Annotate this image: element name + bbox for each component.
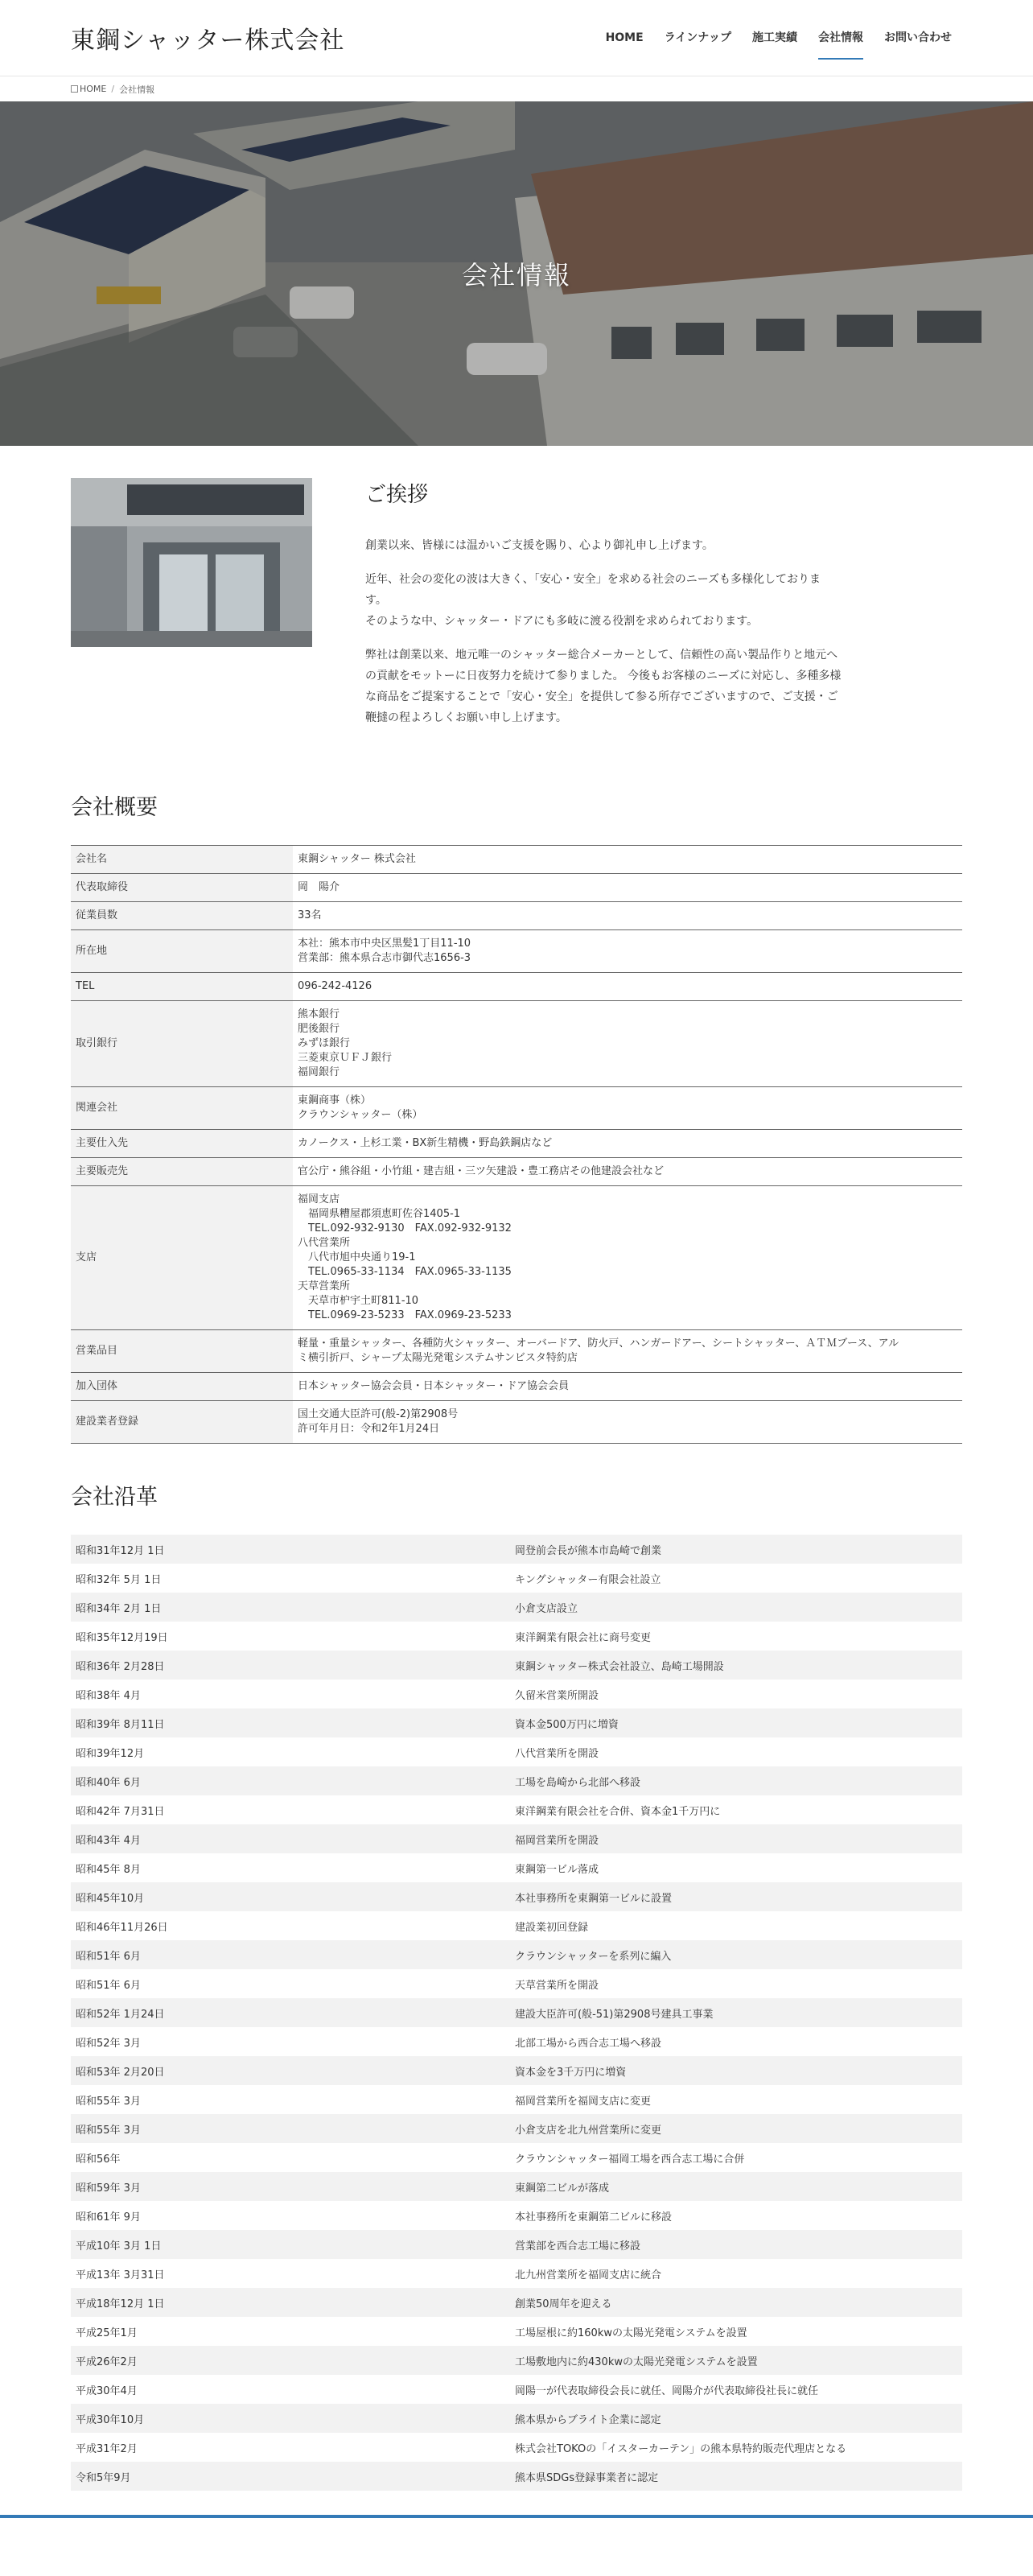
history-event: 東洋鋼業有限会社を合併、資本金1千万円に [510, 1795, 962, 1824]
history-event: 建設業初回登録 [510, 1911, 962, 1940]
overview-value [293, 930, 962, 973]
history-date: 昭和55年 3月 [71, 2114, 510, 2143]
history-row [71, 1651, 962, 1680]
history-row [71, 1882, 962, 1911]
history-event: 小倉支店設立 [510, 1593, 962, 1622]
history-date: 昭和32年 5月 1日 [71, 1564, 510, 1593]
history-date: 平成26年2月 [71, 2346, 510, 2375]
history-row [71, 1824, 962, 1853]
overview-value [293, 1373, 962, 1401]
overview-value-line: 096-242-4126 [298, 980, 372, 992]
history-date: 平成31年2月 [71, 2433, 510, 2462]
greeting-text [365, 478, 896, 741]
history-date: 昭和56年 [71, 2143, 510, 2172]
history-row [71, 2056, 962, 2085]
page-hero [0, 101, 1033, 446]
breadcrumb [0, 76, 1033, 101]
nav-company[interactable]: 会社情報 [808, 0, 874, 76]
overview-value-line: 天草市枦宇土町811-10 [298, 1295, 419, 1307]
history-event: 工場敷地内に約430kwの太陽光発電システムを設置 [510, 2346, 962, 2375]
company-history-table [71, 1535, 962, 2491]
overview-value-line: 肥後銀行 [298, 1023, 340, 1035]
overview-row [71, 1001, 962, 1087]
history-event: 天草営業所を開設 [510, 1969, 962, 1998]
breadcrumb-current: 会社情報 [119, 84, 155, 95]
overview-value-line: TEL.092-932-9130 FAX.092-932-9132 [298, 1222, 512, 1234]
history-date: 昭和52年 3月 [71, 2027, 510, 2056]
history-row [71, 1593, 962, 1622]
history-row [71, 1564, 962, 1593]
greeting-paragraph: 創業以来、皆様には温かいご支援を賜り、心より御礼申し上げます。 [365, 539, 714, 552]
history-event: 東鋼シャッター株式会社設立、島崎工場開設 [510, 1651, 962, 1680]
history-date: 昭和31年12月 1日 [71, 1535, 510, 1564]
overview-value-line: 許可年月日：令和2年1月24日 [298, 1423, 440, 1435]
overview-value-line: カノークス・上杉工業・BX新生精機・野島鉄鋼店など [298, 1137, 553, 1149]
nav-contact[interactable]: お問い合わせ [884, 31, 952, 44]
history-date: 令和5年9月 [71, 2462, 510, 2491]
history-row [71, 2143, 962, 2172]
overview-value-line: TEL.0965-33-1134 FAX.0965-33-1135 [298, 1266, 512, 1278]
overview-value [293, 902, 962, 930]
site-logo[interactable]: 東鋼シャッター株式会社 [71, 27, 345, 55]
hero-title: 会社情報 [461, 260, 571, 291]
history-date: 昭和40年 6月 [71, 1766, 510, 1795]
history-row [71, 1766, 962, 1795]
history-row [71, 2404, 962, 2433]
history-date: 昭和59年 3月 [71, 2172, 510, 2201]
history-event: 北部工場から西合志工場へ移設 [510, 2027, 962, 2056]
history-row [71, 2201, 962, 2230]
history-row [71, 2462, 962, 2491]
history-event: 資本金を3千万円に増資 [510, 2056, 962, 2085]
overview-value [293, 1186, 962, 1330]
history-row [71, 1853, 962, 1882]
history-event: 八代営業所を開設 [510, 1737, 962, 1766]
overview-value-line: 東鋼商事（株） [298, 1094, 372, 1107]
history-date: 昭和34年 2月 1日 [71, 1593, 510, 1622]
overview-value [293, 1158, 962, 1186]
overview-row [71, 902, 962, 930]
history-date: 昭和43年 4月 [71, 1824, 510, 1853]
history-date: 昭和61年 9月 [71, 2201, 510, 2230]
overview-value-line: 八代市旭中央通り19-1 [298, 1251, 416, 1263]
history-event: 建設大臣許可(般-51)第2908号建具工事業 [510, 1998, 962, 2027]
office-entrance-photo [71, 478, 312, 647]
overview-value-line: 熊本銀行 [298, 1008, 340, 1020]
history-row [71, 1940, 962, 1969]
nav-works[interactable]: 施工実績 [752, 31, 797, 44]
overview-value-line: 福岡県糟屋郡須恵町佐谷1405-1 [298, 1208, 461, 1220]
history-event: 創業50周年を迎える [510, 2288, 962, 2317]
history-row [71, 1708, 962, 1737]
history-event: 久留米営業所開設 [510, 1680, 962, 1708]
history-row [71, 2375, 962, 2404]
history-date: 昭和51年 6月 [71, 1969, 510, 1998]
overview-label: 従業員数 [71, 902, 293, 930]
history-date: 平成30年10月 [71, 2404, 510, 2433]
history-event: 工場屋根に約160kwの太陽光発電システムを設置 [510, 2317, 962, 2346]
overview-label: 関連会社 [71, 1087, 293, 1130]
history-row [71, 2172, 962, 2201]
history-date: 昭和38年 4月 [71, 1680, 510, 1708]
history-date: 昭和46年11月26日 [71, 1911, 510, 1940]
history-date: 昭和36年 2月28日 [71, 1651, 510, 1680]
overview-label: 会社名 [71, 846, 293, 874]
overview-value [293, 874, 962, 902]
overview-value-line: 八代営業所 [298, 1237, 351, 1249]
history-event: 小倉支店を北九州営業所に変更 [510, 2114, 962, 2143]
history-row [71, 1998, 962, 2027]
overview-value-line: 軽量・重量シャッター、各種防火シャッター、オーバードア、防火戸、ハンガードアー、シートシャッター、ＡＴＭブース、アル [298, 1337, 899, 1350]
history-date: 昭和39年12月 [71, 1737, 510, 1766]
overview-value-line: 東鋼シャッター 株式会社 [298, 853, 416, 865]
history-event: 本社事務所を東鋼第二ビルに移設 [510, 2201, 962, 2230]
history-event: 北九州営業所を福岡支店に統合 [510, 2259, 962, 2288]
overview-value-line: 三菱東京ＵＦＪ銀行 [298, 1052, 393, 1064]
home-icon [71, 85, 78, 93]
overview-value-line: 営業部：熊本県合志市御代志1656-3 [298, 952, 471, 964]
history-date: 昭和55年 3月 [71, 2085, 510, 2114]
history-date: 昭和52年 1月24日 [71, 1998, 510, 2027]
overview-row [71, 1373, 962, 1401]
overview-value-line: 天草営業所 [298, 1280, 351, 1292]
history-row [71, 1737, 962, 1766]
greeting-title: ご挨拶 [365, 483, 429, 507]
overview-value-line: ミ横引折戸、シャープ太陽光発電システムサンビスタ特約店 [298, 1352, 578, 1364]
history-row [71, 2433, 962, 2462]
greeting-section [71, 446, 962, 765]
overview-value-line: 官公庁・熊谷組・小竹組・建吉組・三ツ矢建設・豊工務店その他建設会社など [298, 1165, 665, 1177]
history-event: クラウンシャッターを系列に編入 [510, 1940, 962, 1969]
history-event: 株式会社TOKOの「イスターカーテン」の熊本県特約販売代理店となる [510, 2433, 962, 2462]
overview-row [71, 1401, 962, 1444]
history-row [71, 2027, 962, 2056]
history-row [71, 2230, 962, 2259]
history-row [71, 2259, 962, 2288]
history-date: 平成18年12月 1日 [71, 2288, 510, 2317]
main-content [71, 446, 962, 2491]
greeting-paragraph: 近年、社会の変化の波は大きく、「安心・安全」を求める社会のニーズも多様化しておりま す。 そのような中、シャッター・ドアにも多岐に渡る役割を求められております。 [365, 573, 821, 628]
history-row [71, 2085, 962, 2114]
history-event: 東鋼第二ビルが落成 [510, 2172, 962, 2201]
overview-value-line: 福岡支店 [298, 1193, 340, 1206]
overview-row [71, 846, 962, 874]
overview-label: 所在地 [71, 930, 293, 973]
history-event: 資本金500万円に増資 [510, 1708, 962, 1737]
history-event: 東鋼第一ビル落成 [510, 1853, 962, 1882]
overview-label: 代表取締役 [71, 874, 293, 902]
overview-value-line: 日本シャッター協会会員・日本シャッター・ドア協会会員 [298, 1380, 570, 1392]
history-date: 昭和51年 6月 [71, 1940, 510, 1969]
global-nav [595, 0, 962, 76]
overview-value-line: TEL.0969-23-5233 FAX.0969-23-5233 [298, 1309, 512, 1321]
overview-title: 会社概要 [71, 795, 158, 820]
footer-accent-line [0, 2515, 1033, 2518]
overview-label: 営業品目 [71, 1330, 293, 1373]
history-row [71, 2114, 962, 2143]
overview-label: 取引銀行 [71, 1001, 293, 1087]
history-row [71, 1795, 962, 1824]
overview-label: 主要仕入先 [71, 1130, 293, 1158]
site-header [0, 0, 1033, 76]
history-date: 昭和45年 8月 [71, 1853, 510, 1882]
history-event: 福岡営業所を福岡支店に変更 [510, 2085, 962, 2114]
overview-value-line: 福岡銀行 [298, 1066, 340, 1078]
history-event: キングシャッター有限会社設立 [510, 1564, 962, 1593]
overview-value-line: 本社：熊本市中央区黒髪1丁目11-10 [298, 938, 471, 950]
overview-row [71, 1158, 962, 1186]
history-date: 平成30年4月 [71, 2375, 510, 2404]
history-event: 本社事務所を東鋼第一ビルに設置 [510, 1882, 962, 1911]
overview-value-line: クラウンシャッター（株） [298, 1109, 423, 1121]
history-date: 平成10年 3月 1日 [71, 2230, 510, 2259]
company-overview-table [71, 845, 962, 1444]
overview-label: 支店 [71, 1186, 293, 1330]
history-row [71, 1911, 962, 1940]
history-event: 熊本県SDGs登録事業者に認定 [510, 2462, 962, 2491]
history-row [71, 2317, 962, 2346]
history-event: 営業部を西合志工場に移設 [510, 2230, 962, 2259]
overview-label: 主要販売先 [71, 1158, 293, 1186]
overview-row [71, 930, 962, 973]
history-date: 平成13年 3月31日 [71, 2259, 510, 2288]
history-date: 昭和53年 2月20日 [71, 2056, 510, 2085]
overview-row [71, 1186, 962, 1330]
history-event: 岡陽一が代表取締役会長に就任、岡陽介が代表取締役社長に就任 [510, 2375, 962, 2404]
overview-value-line: 国土交通大臣許可(般-2)第2908号 [298, 1408, 459, 1420]
history-date: 昭和35年12月19日 [71, 1622, 510, 1651]
history-date: 平成25年1月 [71, 2317, 510, 2346]
nav-home[interactable]: HOME [605, 31, 644, 44]
overview-row [71, 874, 962, 902]
history-date: 昭和45年10月 [71, 1882, 510, 1911]
history-row [71, 2288, 962, 2317]
history-date: 昭和39年 8月11日 [71, 1708, 510, 1737]
overview-row [71, 1087, 962, 1130]
history-row [71, 1680, 962, 1708]
overview-label: TEL [71, 973, 293, 1001]
overview-value [293, 973, 962, 1001]
breadcrumb-separator: / [111, 84, 115, 94]
overview-value [293, 1330, 962, 1373]
overview-row [71, 973, 962, 1001]
nav-lineup[interactable]: ラインナップ [664, 31, 731, 44]
history-date: 昭和42年 7月31日 [71, 1795, 510, 1824]
history-event: 工場を島崎から北部へ移設 [510, 1766, 962, 1795]
history-title: 会社沿革 [71, 1485, 158, 1510]
history-row [71, 1622, 962, 1651]
overview-value-line: 33名 [298, 909, 322, 921]
history-event: 東洋鋼業有限会社に商号変更 [510, 1622, 962, 1651]
history-event: 岡登前会長が熊本市島崎で創業 [510, 1535, 962, 1564]
overview-row [71, 1330, 962, 1373]
history-event: 福岡営業所を開設 [510, 1824, 962, 1853]
overview-label: 加入団体 [71, 1373, 293, 1401]
overview-value [293, 1401, 962, 1444]
overview-value [293, 846, 962, 874]
history-event: 熊本県からブライト企業に認定 [510, 2404, 962, 2433]
overview-value [293, 1087, 962, 1130]
overview-value-line: みずほ銀行 [298, 1037, 351, 1049]
breadcrumb-home[interactable]: HOME [80, 84, 107, 94]
overview-value-line: 岡 陽介 [298, 881, 340, 893]
greeting-paragraph: 弊社は創業以来、地元唯一のシャッター総合メーカーとして、信頼性の高い製品作りと地元へ の貢献をモットーに日夜努力を続けて参りました。 今後もお客様のニーズに対応し、多種多様 な商品をご提案することで「安心・安全」を提供して参る所存でございますので、ご支援・ご 鞭撻の程よろしくお願い申し上げます。 [365, 649, 842, 724]
overview-value [293, 1130, 962, 1158]
overview-row [71, 1130, 962, 1158]
overview-label: 建設業者登録 [71, 1401, 293, 1444]
history-row [71, 2346, 962, 2375]
history-row [71, 1535, 962, 1564]
history-row [71, 1969, 962, 1998]
overview-value [293, 1001, 962, 1087]
history-event: クラウンシャッター福岡工場を西合志工場に合併 [510, 2143, 962, 2172]
